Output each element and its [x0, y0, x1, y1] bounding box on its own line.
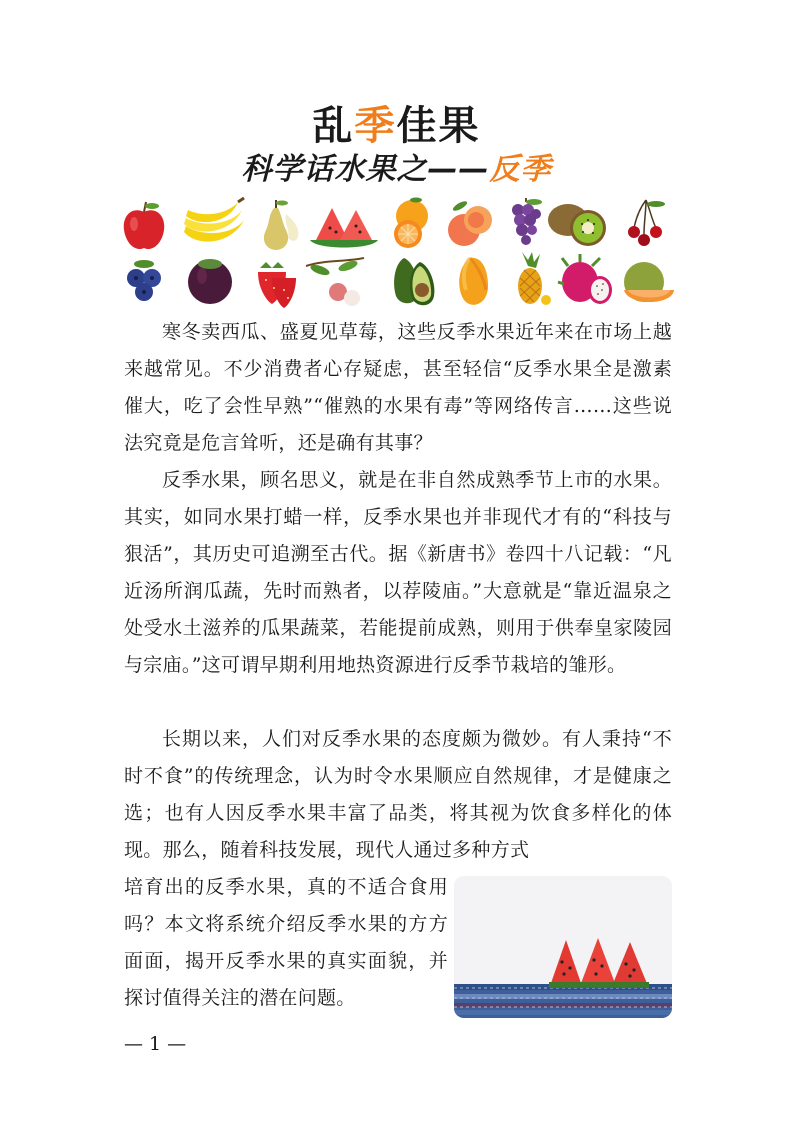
paragraph-4: 培育出的反季水果，真的不适合食用吗？本文将系统介绍反季水果的方方面面，揭开反季水果的真实面貌，并探讨值得关注的潜在问题。 [124, 876, 448, 1009]
blueberry-icon [127, 260, 161, 301]
title-accent: 季 [354, 103, 397, 149]
title-part-2: 佳果 [396, 103, 481, 149]
melon-icon [624, 262, 674, 302]
knit-fabric [454, 984, 672, 1018]
pear-icon [264, 200, 298, 250]
watermelon-slices-icon [454, 876, 672, 1018]
cherry-icon [628, 200, 665, 246]
mangosteen-icon [188, 259, 232, 304]
fruit-illustration-strip [114, 196, 680, 312]
strawberry-icon [258, 262, 296, 308]
watermelon-icon [310, 208, 378, 248]
lychee-icon [306, 258, 364, 306]
subtitle-main: 科学话水果之—— [241, 152, 490, 187]
orange-icon [394, 198, 428, 249]
pineapple-icon [518, 252, 551, 305]
mango-icon [459, 258, 488, 305]
title-part-1: 乱 [312, 103, 355, 149]
apple-icon [124, 202, 165, 249]
paragraph-2: 反季水果，顾名思义，就是在非自然成熟季节上市的水果。其实，如同水果打蜡一样，反季水果也并非现代才有的“科技与狠活”，其历史可追溯至古代。据《新唐书》卷四十八记载：“凡近汤所润瓜蔬，先时而熟者，以荐陵庙。”大意就是“靠近温泉之处受水土滋养的瓜果蔬菜，若能提前成熟，则用于供奉皇家陵园与宗庙。”这可谓早期利用地热资源进行反季节栽培的雏形。 [124, 469, 672, 676]
paragraph-1: 寒冬卖西瓜、盛夏见草莓，这些反季水果近年来在市场上越来越常见。不少消费者心存疑虑，甚至轻信“反季水果全是激素催大，吃了会性早熟”“催熟的水果有毒”等网络传言……这些说法究竟是危言耸听，还是确有其事？ [124, 321, 672, 454]
page-number: — 1 — [124, 1033, 187, 1055]
avocado-icon [394, 258, 434, 305]
peach-icon [448, 199, 492, 246]
paragraph-3: 长期以来，人们对反季水果的态度颇为微妙。有人秉持“不时不食”的传统理念，认为时令水果顺应自然规律，才是健康之选；也有人因反季水果丰富了品类，将其视为饮食多样化的体现。那么，随着科技发展，现代人通过多种方式 [124, 728, 672, 861]
grape-icon [512, 198, 542, 245]
kiwi-icon [548, 204, 606, 246]
subtitle-accent: 反季 [489, 152, 552, 187]
watermelon-photo [454, 876, 672, 1018]
page-title [0, 104, 793, 148]
page-subtitle [0, 152, 793, 188]
dragonfruit-icon [558, 254, 612, 304]
banana-icon [184, 198, 244, 242]
